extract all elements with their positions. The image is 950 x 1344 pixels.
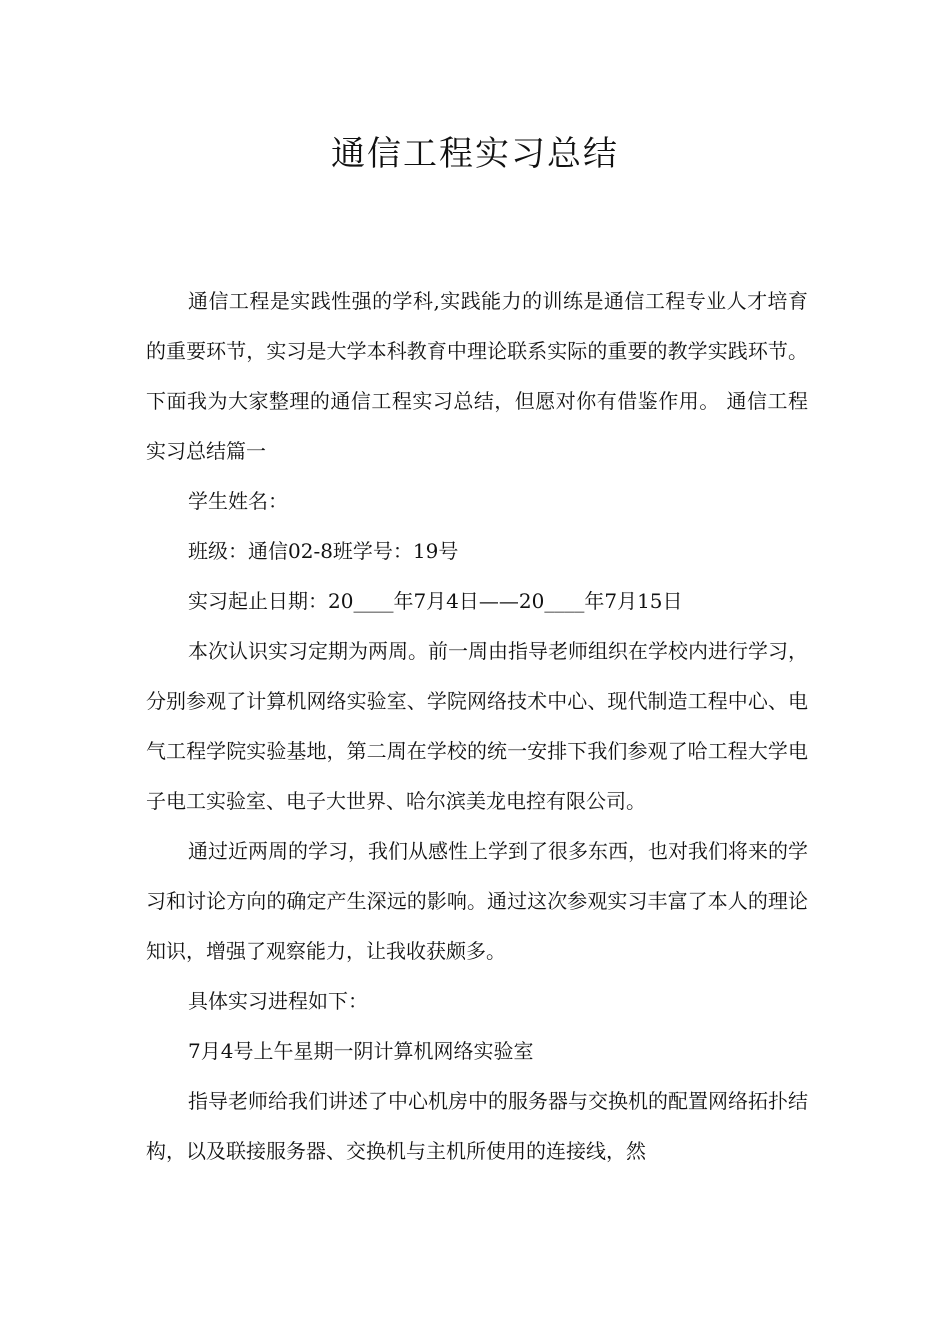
paragraph-overview: 本次认识实习定期为两周。前一周由指导老师组织在学校内进行学习，分别参观了计算机网络实验室、学院网络技术中心、现代制造工程中心、电气工程学院实验基地，第二周在学校的统一安排下我们参观了哈工程大学电子电工实验室、电子大世界、哈尔滨美龙电控有限公司。 <box>146 639 808 813</box>
document-title: 通信工程实习总结 <box>331 134 619 174</box>
paragraph-day-heading: 7月4号上午星期一阴计算机网络实验室 <box>188 1039 534 1063</box>
paragraph-day-detail: 指导老师给我们讲述了中心机房中的服务器与交换机的配置网络拓扑结构，以及联接服务器、交换机与主机所使用的连接线，然 <box>146 1089 808 1163</box>
paragraph-reflection: 通过近两周的学习，我们从感性上学到了很多东西，也对我们将来的学习和讨论方向的确定产生深远的影响。通过这次参观实习丰富了本人的理论知识，增强了观察能力，让我收获颇多。 <box>146 839 808 963</box>
document-body <box>146 276 808 1176</box>
paragraph-class-info: 班级：通信02-8班学号：19号 <box>188 539 459 563</box>
paragraph-dates: 实习起止日期：20____年7月4日——20____年7月15日 <box>188 589 683 613</box>
paragraph-intro: 通信工程是实践性强的学科,实践能力的训练是通信工程专业人才培育的重要环节，实习是大学本科教育中理论联系实际的重要的教学实践环节。下面我为大家整理的通信工程实习总结，但愿对你有借鉴作用。 通信工程实习总结篇一 <box>146 289 808 463</box>
paragraph-student-name: 学生姓名： <box>188 489 288 513</box>
paragraph-process-heading: 具体实习进程如下： <box>188 989 368 1013</box>
